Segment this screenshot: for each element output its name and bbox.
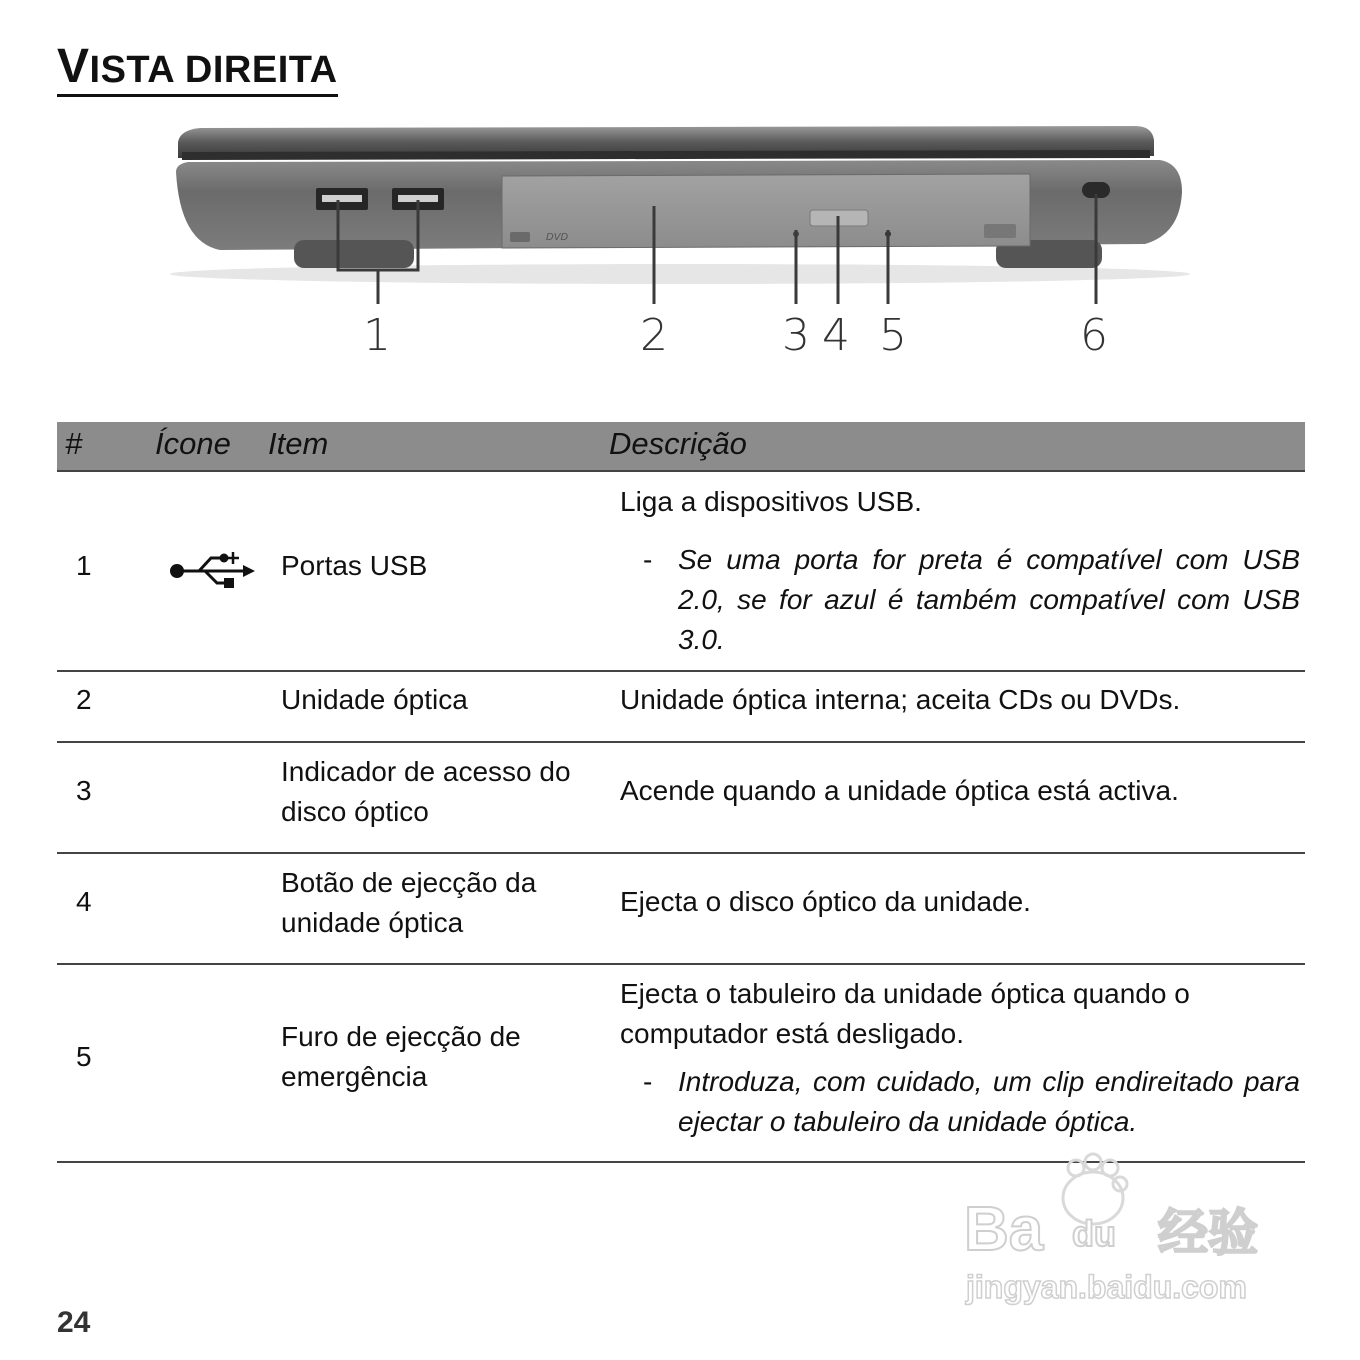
- callout-6: 6: [1080, 310, 1108, 361]
- row-number: 5: [76, 1041, 92, 1072]
- row-number: 3: [76, 775, 92, 806]
- callout-3: 3: [782, 310, 810, 361]
- watermark-brand-a: Ba: [964, 1195, 1044, 1264]
- table-row: [57, 672, 1305, 743]
- laptop-right-side-figure: [160, 112, 1200, 372]
- table-header: [57, 422, 1305, 472]
- watermark-url: jingyan.baidu.com: [966, 1269, 1247, 1305]
- table-row: [57, 472, 1305, 672]
- header-num: #: [65, 426, 83, 461]
- ports-table: [57, 422, 1305, 1163]
- callout-2: 2: [640, 310, 668, 361]
- row-description: [620, 482, 1300, 660]
- usb-icon: [169, 552, 257, 592]
- callout-5: 5: [879, 310, 907, 361]
- header-desc: Descrição: [609, 426, 747, 461]
- row-number: 4: [76, 886, 92, 917]
- table-row: [57, 743, 1305, 854]
- watermark-brand-cn: 经验: [1158, 1204, 1258, 1262]
- row-item: Indicador de acesso do disco óptico: [281, 756, 571, 827]
- page-number: 24: [57, 1306, 91, 1339]
- laptop-side-illustration: [160, 112, 1200, 312]
- row-item: Portas USB: [281, 550, 428, 581]
- header-item: Item: [268, 426, 329, 461]
- note-text: Se uma porta for preta é compatível com USB 2.0, se for azul é também compatível com USB 3.0.: [678, 544, 1300, 655]
- row-description: [620, 974, 1300, 1142]
- row-number: 1: [76, 550, 92, 581]
- baidu-paw-logo: [960, 1150, 1290, 1320]
- row-number: 2: [76, 684, 92, 715]
- row-item: Botão de ejecção da unidade óptica: [281, 867, 537, 938]
- header-icon: Ícone: [155, 426, 231, 461]
- watermark-brand-b: du: [1072, 1213, 1116, 1254]
- row-description: Acende quando a unidade óptica está activa.: [620, 775, 1179, 806]
- row-description: Ejecta o disco óptico da unidade.: [620, 886, 1031, 917]
- baidu-watermark: [960, 1150, 1290, 1320]
- svg-text:DVD: DVD: [546, 232, 569, 243]
- callout-1: 1: [363, 310, 391, 361]
- page-title: VISTA DIREITA: [57, 44, 338, 97]
- description-note: - Se uma porta for preta é compatível com USB 2.0, se for azul é também compatível com USB 3.0.: [643, 544, 1300, 655]
- row-item: Furo de ejecção de emergência: [281, 1021, 521, 1092]
- description-note: - Introduza, com cuidado, um clip endireitado para ejectar o tabuleiro da unidade óptica.: [643, 1066, 1300, 1137]
- callout-4: 4: [822, 310, 850, 361]
- table-row: [57, 965, 1305, 1163]
- note-text: Introduza, com cuidado, um clip endireitado para ejectar o tabuleiro da unidade óptica.: [678, 1066, 1300, 1137]
- description-text: Ejecta o tabuleiro da unidade óptica quando o computador está desligado.: [620, 978, 1190, 1049]
- description-text: Liga a dispositivos USB.: [620, 486, 922, 517]
- table-row: [57, 854, 1305, 965]
- row-item: Unidade óptica: [281, 684, 468, 715]
- row-description: Unidade óptica interna; aceita CDs ou DVDs.: [620, 684, 1181, 715]
